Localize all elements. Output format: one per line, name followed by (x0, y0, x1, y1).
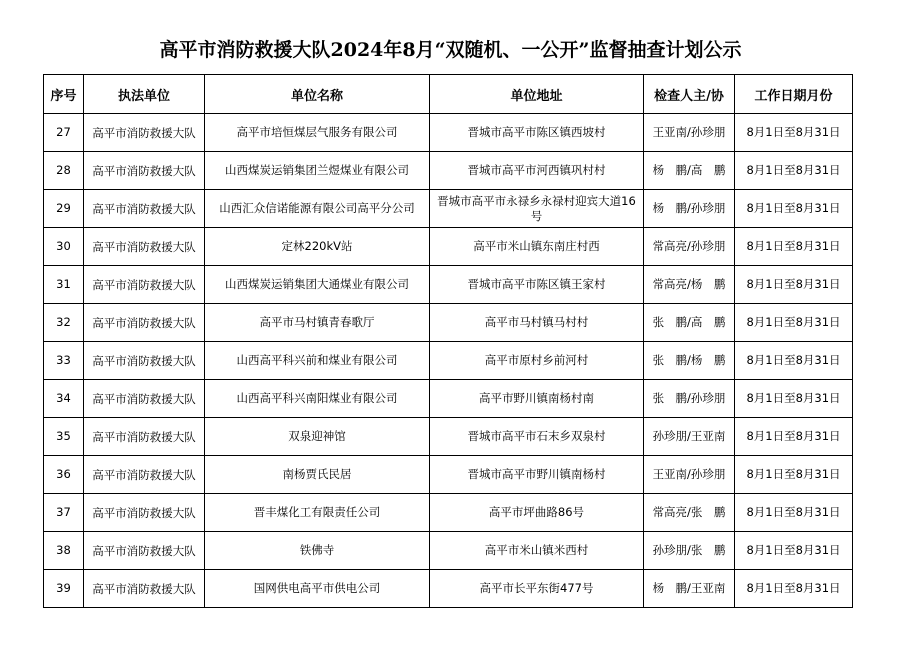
cell-inspectors: 杨 鹏/王亚南 (644, 570, 735, 608)
cell-serial-number: 39 (44, 570, 84, 608)
cell-unit-address: 高平市坪曲路86号 (430, 494, 644, 532)
cell-inspectors: 常高亮/杨 鹏 (644, 266, 735, 304)
cell-unit-name: 铁佛寺 (205, 532, 430, 570)
cell-enforcement-unit: 高平市消防救援大队 (84, 228, 205, 266)
cell-work-period: 8月1日至8月31日 (735, 152, 853, 190)
cell-inspectors: 孙珍朋/王亚南 (644, 418, 735, 456)
cell-enforcement-unit: 高平市消防救援大队 (84, 190, 205, 228)
cell-work-period: 8月1日至8月31日 (735, 266, 853, 304)
cell-unit-address: 晋城市高平市陈区镇西坡村 (430, 114, 644, 152)
cell-unit-address: 晋城市高平市河西镇巩村村 (430, 152, 644, 190)
cell-inspectors: 常高亮/孙珍朋 (644, 228, 735, 266)
cell-unit-address: 晋城市高平市石末乡双泉村 (430, 418, 644, 456)
table-row (44, 456, 853, 494)
table-row (44, 152, 853, 190)
cell-serial-number: 31 (44, 266, 84, 304)
table-row (44, 114, 853, 152)
cell-enforcement-unit: 高平市消防救援大队 (84, 152, 205, 190)
cell-work-period: 8月1日至8月31日 (735, 418, 853, 456)
cell-unit-address: 高平市野川镇南杨村南 (430, 380, 644, 418)
cell-unit-name: 山西高平科兴前和煤业有限公司 (205, 342, 430, 380)
cell-unit-name: 国网供电高平市供电公司 (205, 570, 430, 608)
cell-enforcement-unit: 高平市消防救援大队 (84, 570, 205, 608)
table-row (44, 494, 853, 532)
cell-serial-number: 33 (44, 342, 84, 380)
cell-serial-number: 34 (44, 380, 84, 418)
header-unit-address: 单位地址 (430, 75, 644, 114)
cell-unit-address: 晋城市高平市陈区镇王家村 (430, 266, 644, 304)
cell-enforcement-unit: 高平市消防救援大队 (84, 342, 205, 380)
cell-unit-address: 晋城市高平市野川镇南杨村 (430, 456, 644, 494)
cell-enforcement-unit: 高平市消防救援大队 (84, 114, 205, 152)
cell-unit-name: 定林220kV站 (205, 228, 430, 266)
header-inspectors: 检查人主/协 (644, 75, 735, 114)
cell-work-period: 8月1日至8月31日 (735, 114, 853, 152)
cell-work-period: 8月1日至8月31日 (735, 190, 853, 228)
cell-serial-number: 30 (44, 228, 84, 266)
table-row (44, 418, 853, 456)
cell-unit-name: 晋丰煤化工有限责任公司 (205, 494, 430, 532)
cell-serial-number: 35 (44, 418, 84, 456)
cell-work-period: 8月1日至8月31日 (735, 228, 853, 266)
cell-inspectors: 杨 鹏/孙珍朋 (644, 190, 735, 228)
cell-inspectors: 王亚南/孙珍朋 (644, 114, 735, 152)
table-row (44, 190, 853, 228)
cell-enforcement-unit: 高平市消防救援大队 (84, 266, 205, 304)
cell-serial-number: 27 (44, 114, 84, 152)
cell-unit-address: 高平市米山镇东南庄村西 (430, 228, 644, 266)
cell-work-period: 8月1日至8月31日 (735, 456, 853, 494)
cell-serial-number: 32 (44, 304, 84, 342)
cell-unit-address: 高平市马村镇马村村 (430, 304, 644, 342)
cell-work-period: 8月1日至8月31日 (735, 342, 853, 380)
cell-serial-number: 28 (44, 152, 84, 190)
table-row (44, 304, 853, 342)
inspection-plan-table (43, 74, 853, 608)
table-row (44, 380, 853, 418)
cell-enforcement-unit: 高平市消防救援大队 (84, 304, 205, 342)
table-row (44, 570, 853, 608)
header-work-period: 工作日期月份 (735, 75, 853, 114)
table-header-row (44, 75, 853, 114)
cell-unit-name: 高平市马村镇青春歌厅 (205, 304, 430, 342)
cell-work-period: 8月1日至8月31日 (735, 570, 853, 608)
cell-unit-address: 晋城市高平市永禄乡永禄村迎宾大道16号 (430, 190, 644, 228)
cell-inspectors: 张 鹏/杨 鹏 (644, 342, 735, 380)
cell-enforcement-unit: 高平市消防救援大队 (84, 532, 205, 570)
table-row (44, 532, 853, 570)
cell-enforcement-unit: 高平市消防救援大队 (84, 494, 205, 532)
cell-unit-name: 山西高平科兴南阳煤业有限公司 (205, 380, 430, 418)
cell-serial-number: 36 (44, 456, 84, 494)
cell-enforcement-unit: 高平市消防救援大队 (84, 380, 205, 418)
cell-inspectors: 张 鹏/高 鹏 (644, 304, 735, 342)
cell-work-period: 8月1日至8月31日 (735, 494, 853, 532)
cell-inspectors: 孙珍朋/张 鹏 (644, 532, 735, 570)
table-row (44, 266, 853, 304)
cell-inspectors: 常高亮/张 鹏 (644, 494, 735, 532)
header-serial-number: 序号 (44, 75, 84, 114)
cell-unit-name: 南杨贾氏民居 (205, 456, 430, 494)
cell-enforcement-unit: 高平市消防救援大队 (84, 456, 205, 494)
cell-unit-address: 高平市米山镇米西村 (430, 532, 644, 570)
cell-unit-address: 高平市长平东街477号 (430, 570, 644, 608)
cell-work-period: 8月1日至8月31日 (735, 304, 853, 342)
cell-inspectors: 张 鹏/孙珍朋 (644, 380, 735, 418)
cell-work-period: 8月1日至8月31日 (735, 380, 853, 418)
cell-serial-number: 29 (44, 190, 84, 228)
cell-unit-name: 高平市培恒煤层气服务有限公司 (205, 114, 430, 152)
header-unit-name: 单位名称 (205, 75, 430, 114)
cell-unit-name: 山西煤炭运销集团大通煤业有限公司 (205, 266, 430, 304)
cell-inspectors: 杨 鹏/高 鹏 (644, 152, 735, 190)
cell-work-period: 8月1日至8月31日 (735, 532, 853, 570)
cell-enforcement-unit: 高平市消防救援大队 (84, 418, 205, 456)
cell-unit-name: 双泉迎神馆 (205, 418, 430, 456)
header-enforcement-unit: 执法单位 (84, 75, 205, 114)
cell-unit-address: 高平市原村乡前河村 (430, 342, 644, 380)
table-row (44, 228, 853, 266)
table-row (44, 342, 853, 380)
cell-inspectors: 王亚南/孙珍朋 (644, 456, 735, 494)
cell-serial-number: 37 (44, 494, 84, 532)
page-title: 高平市消防救援大队2024年8月“双随机、一公开”监督抽查计划公示 (159, 39, 742, 61)
cell-unit-name: 山西汇众信诺能源有限公司高平分公司 (205, 190, 430, 228)
cell-unit-name: 山西煤炭运销集团兰煜煤业有限公司 (205, 152, 430, 190)
cell-serial-number: 38 (44, 532, 84, 570)
